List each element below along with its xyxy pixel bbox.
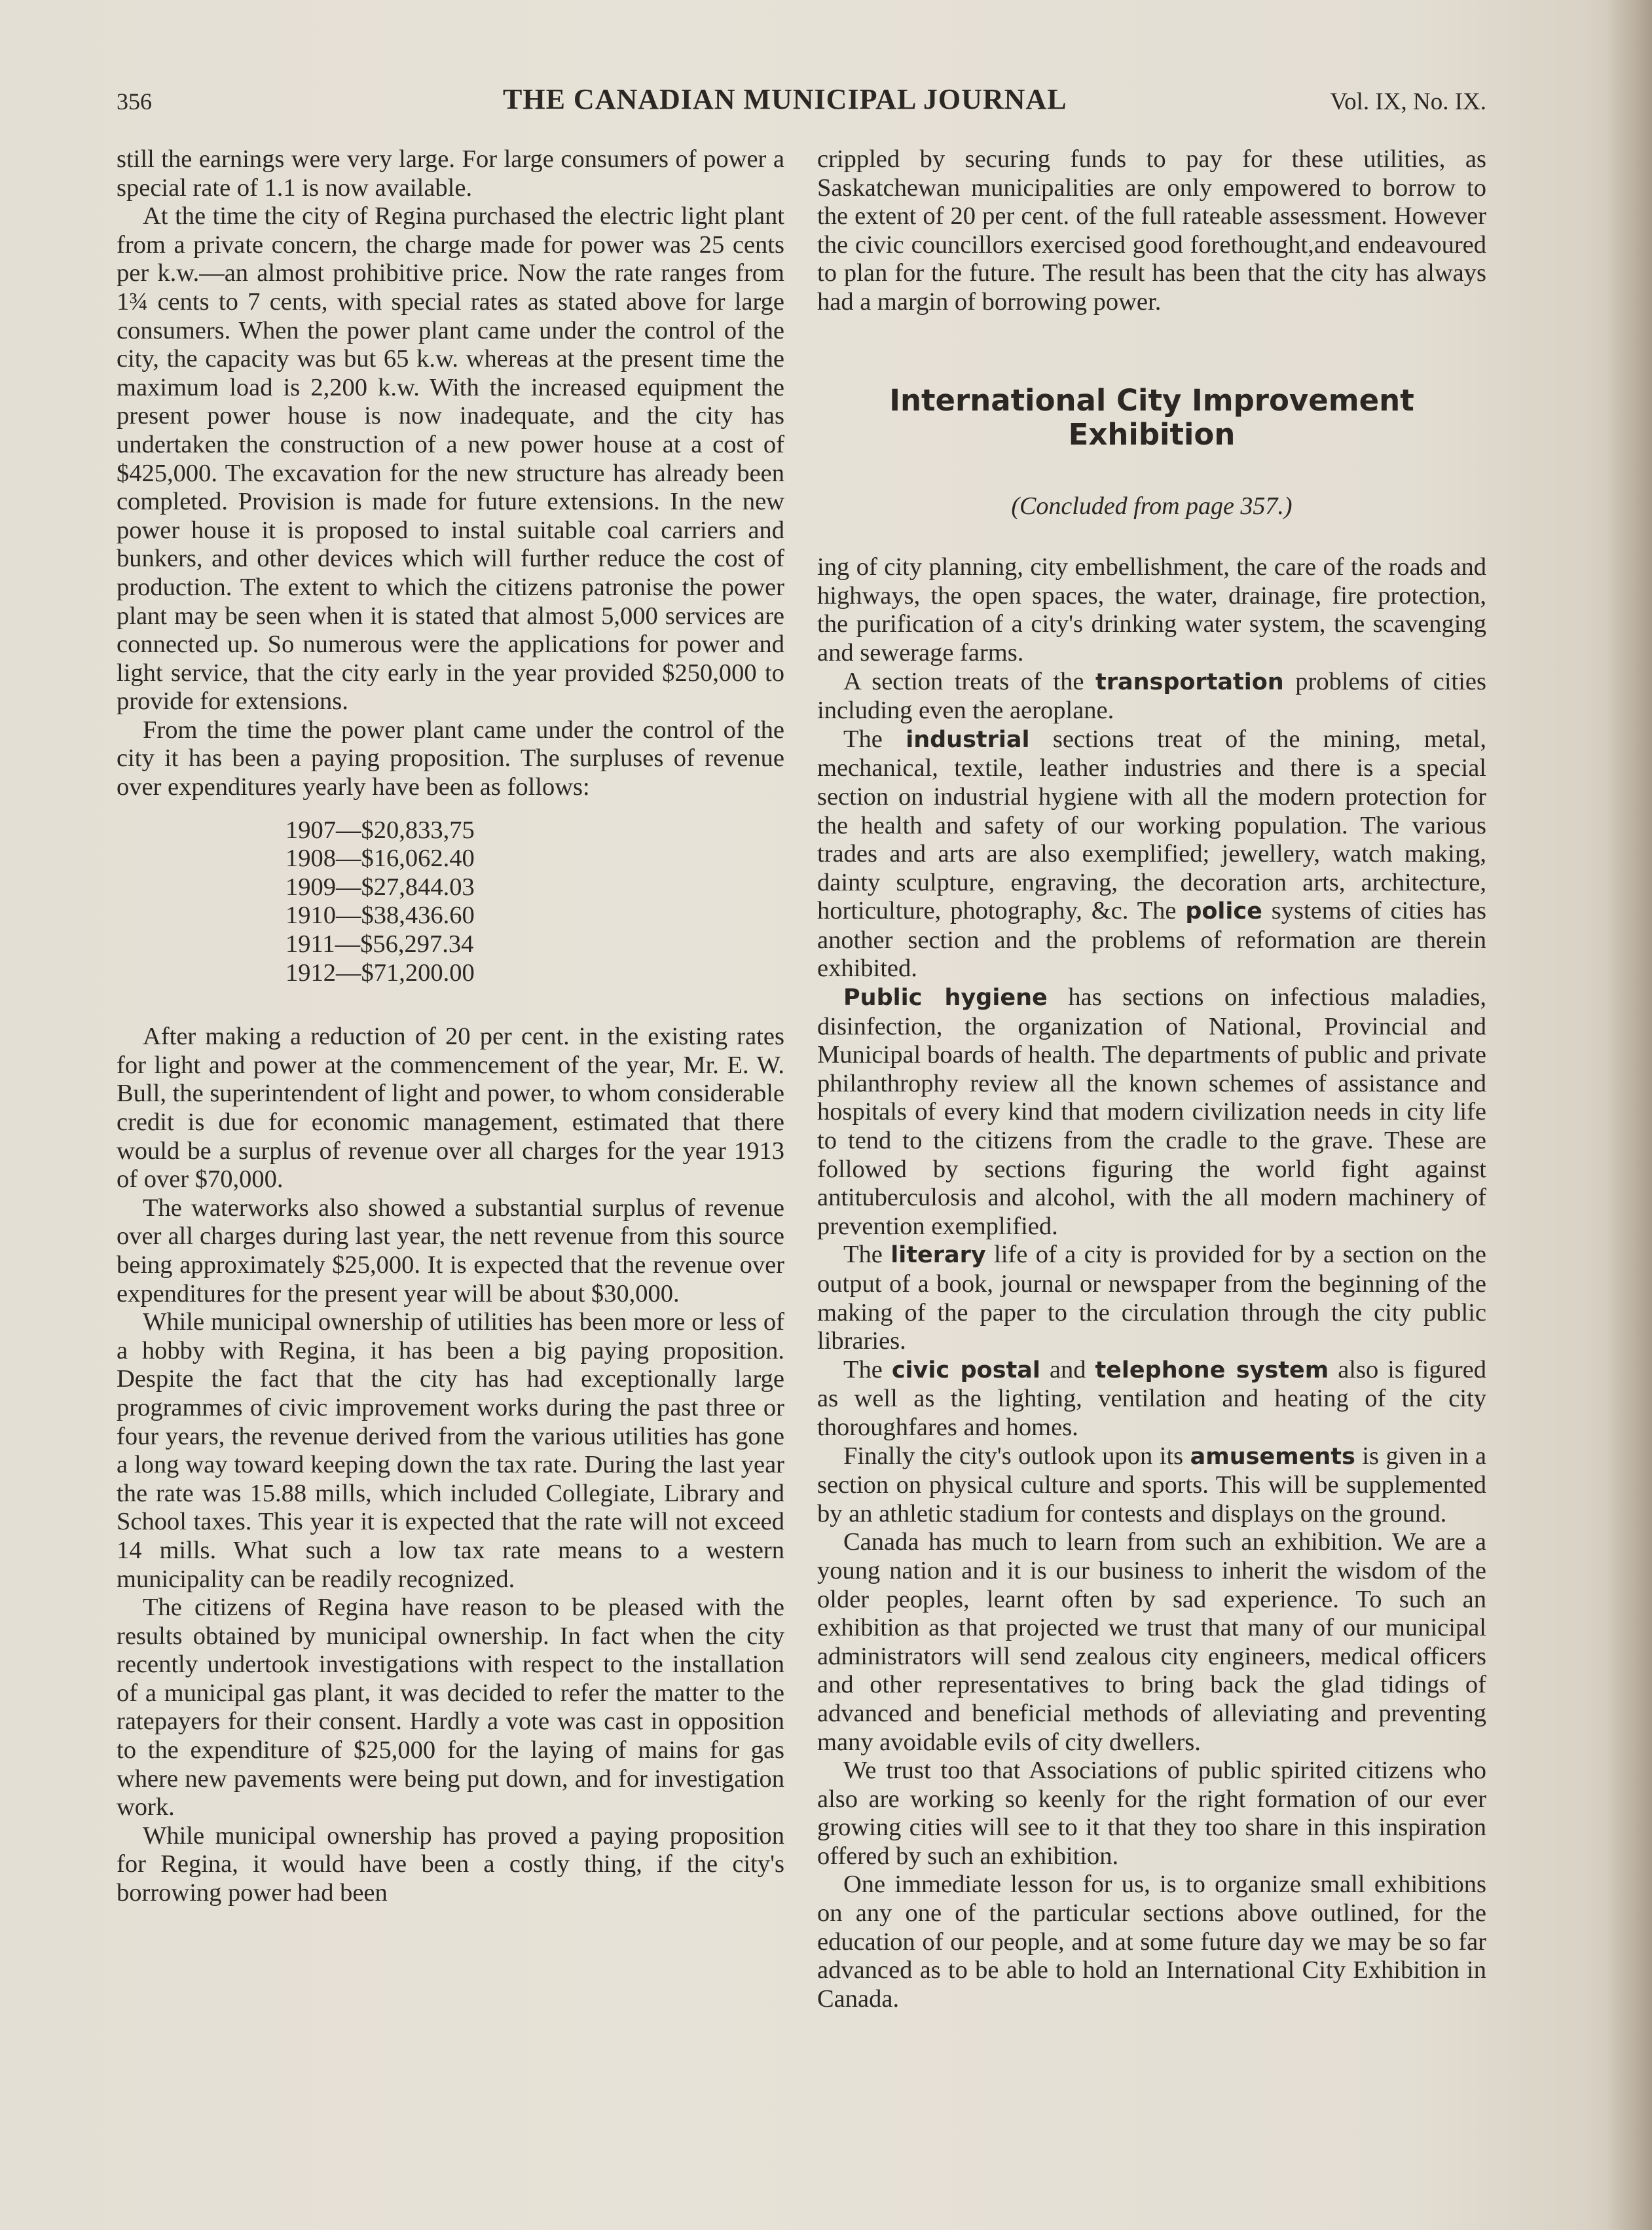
text-run: systems of cities has another section and the problems of reformation are therein exhibited. [817,897,1486,983]
surplus-item: 1907—$20,833,75 [285,816,475,844]
surplus-item: 1909—$27,844.03 [285,873,475,901]
article-title [817,384,1486,452]
page-header [117,82,1486,122]
text-run: also is figured as well as the lighting, ventilation and heating of the city thoroughfares and homes. [817,1355,1486,1441]
page-edge-shadow [1606,0,1652,2230]
text-run: is given in a section on physical culture and sports. This will be supplemented by an athletic stadium for contests and displays on the ground. [817,1442,1486,1527]
surplus-item: 1910—$38,436.60 [285,902,475,930]
keyword-transportation: transportation [1095,668,1284,695]
continuation-note: (Concluded from page 357.) [1011,492,1293,520]
text-run: The [843,1355,892,1383]
paragraph: While municipal ownership has proved a paying proposition for Regina, it would have been a costly thing, if the city's borrowing power had been [117,1821,784,1907]
paragraph [817,668,1486,725]
text-run: has sections on infectious maladies, disinfection, the organization of National, Provincial and Municipal boards of health. The departments of public and private philanthrophy review all the known schemes of assistance and hospitals of every kind that modern civilization needs in city life to tend to the citizens from the cradle to the grave. These are followed by sections figuring the world fight against antituberculosis and alcohol, with the all modern machinery of prevention exemplified. [817,983,1486,1240]
page-number: 356 [117,88,152,115]
text-run: problems of cities including even the aeroplane. [817,667,1486,725]
article-title-line: Exhibition [1068,416,1236,452]
text-run: life of a city is provided for by a section on the output of a book, journal or newspaper from the beginning of the making of the paper to the circulation through the city public libraries. [817,1241,1486,1355]
paragraph: While municipal ownership of utilities has been more or less of a hobby with Regina, it has been a big paying proposition. Despite the fact that the city has had exceptionally large programmes of civic improvement works during the past three or four years, the revenue derived from the various utilities has gone a long way toward keeping down the tax rate. During the last year the rate was 15.88 mills, which included Collegiate, Library and School taxes. This year it is expected that the rate will not exceed 14 mills. What such a low tax rate means to a western municipality can be readily recognized. [117,1308,784,1593]
paragraph [817,725,1486,983]
left-column [117,145,784,1908]
text-run: Finally the city's outlook upon its [843,1442,1190,1470]
paragraph: After making a reduction of 20 per cent. in the existing rates for light and power at the commencement of the year, Mr. E. W. Bull, the superintendent of light and power, to whom considerable credit is due for economic management, estimated that there would be a surplus of revenue over all charges for the year 1913 of over $70,000. [117,1023,784,1194]
article-title-line: International City Improvement [889,382,1414,418]
paragraph: crippled by securing funds to pay for these utilities, as Saskatchewan municipalities are only empowered to borrow to the extent of 20 per cent. of the full rateable assessment. However the civic councillors exercised good forethought,and endeavoured to plan for the future. The result has been that the city has always had a margin of borrowing power. [817,145,1486,316]
paragraph [817,983,1486,1241]
surplus-item: 1911—$56,297.34 [285,930,474,959]
paragraph: Canada has much to learn from such an exhibition. We are a young nation and it is our business to inherit the wisdom of the older peoples, learnt often by sad experience. To such an exhibition as that projected we trust that many of our municipal administrators will send zealous city engineers, medical officers and other representatives to bring back the glad tidings of advanced and beneficial methods of alleviating and preventing many avoidable evils of city dwellers. [817,1528,1486,1756]
paragraph: One immediate lesson for us, is to organize small exhibitions on any one of the particular sections above outlined, for the education of our people, and at some future day we may be so far advanced as to be able to hold an International City Exhibition in Canada. [817,1871,1486,2013]
text-run: and [1040,1355,1095,1383]
paragraph: From the time the power plant came under the control of the city it has been a paying proposition. The surpluses of revenue over expenditures yearly have been as follows: [117,716,784,801]
volume-issue: Vol. IX, No. IX. [1330,88,1486,115]
keyword-telephone-system: telephone system [1095,1357,1329,1383]
paragraph [817,1442,1486,1529]
paragraph: still the earnings were very large. For large consumers of power a special rate of 1.1 is now available. [117,145,784,202]
text-run: A section treats of the [843,667,1095,695]
paragraph: At the time the city of Regina purchased the electric light plant from a private concern, the charge made for power was 25 cents per k.w.—an almost prohibitive price. Now the rate ranges from 1¾ cents to 7 cents, with special rates as stated above for large consumers. When the power plant came under the control of the city, the capacity was but 65 k.w. whereas at the present time the maximum load is 2,200 k.w. With the increased equipment the present power house is now inadequate, and the city has undertaken the construction of a new power house at a cost of $425,000. The excavation for the new structure has already been completed. Provision is made for future extensions. In the new power house it is proposed to instal suitable coal carriers and bunkers, and other devices which will further reduce the cost of production. The extent to which the citizens patronise the power plant may be seen when it is stated that almost 5,000 services are connected up. So numerous were the applications for power and light service, that the city early in the year provided $250,000 to provide for extensions. [117,202,784,716]
text-run: The [843,1241,891,1269]
paragraph: ing of city planning, city embellishment, the care of the roads and highways, the open spaces, the water, drainage, fire protection, the purification of a city's drinking water system, the scavenging and sewerage farms. [817,553,1486,667]
paragraph [817,1356,1486,1442]
paragraph: The citizens of Regina have reason to be pleased with the results obtained by municipal ownership. In fact when the city recently undertook investigations with respect to the installation of a municipal gas plant, it was decided to refer the matter to the ratepayers for their consent. Hardly a vote was cast in opposition to the expenditure of $25,000 for the laying of mains for gas where new pavements were being put down, and for investigation work. [117,1594,784,1821]
keyword-public-hygiene: Public hygiene [843,985,1048,1012]
paragraph: The waterworks also showed a substantial surplus of revenue over all charges during last year, the nett revenue from this source being approximately $25,000. It is expected that the revenue over expenditures for the present year will be about $30,000. [117,1194,784,1307]
keyword-amusements: amusements [1190,1443,1355,1470]
surplus-item: 1908—$16,062.40 [285,845,475,873]
text-run: sections treat of the mining, metal, mechanical, textile, leather industries and there is a special section on industrial hygiene with all the modern protection for the health and safety of our working population. The various trades and arts are also exemplified; jewellery, watch making, dainty sculpture, engraving, the decoration arts, architecture, horticulture, photography, &c. The [817,725,1486,925]
right-column [817,145,1486,2013]
text-run: The [843,725,906,753]
surplus-item: 1912—$71,200.00 [285,959,475,987]
keyword-police: police [1185,898,1262,925]
paragraph [817,1241,1486,1355]
keyword-industrial: industrial [906,726,1030,753]
keyword-civic-postal: civic postal [891,1357,1040,1383]
paragraph: We trust too that Associations of public spirited citizens who also are working so keenly for the right formation of our ever growing cities will see to it that they too share in this inspiration offered by such an exhibition. [817,1757,1486,1870]
journal-title: THE CANADIAN MUNICIPAL JOURNAL [503,83,1067,115]
surplus-list [285,816,784,988]
keyword-literary: literary [890,1242,986,1269]
